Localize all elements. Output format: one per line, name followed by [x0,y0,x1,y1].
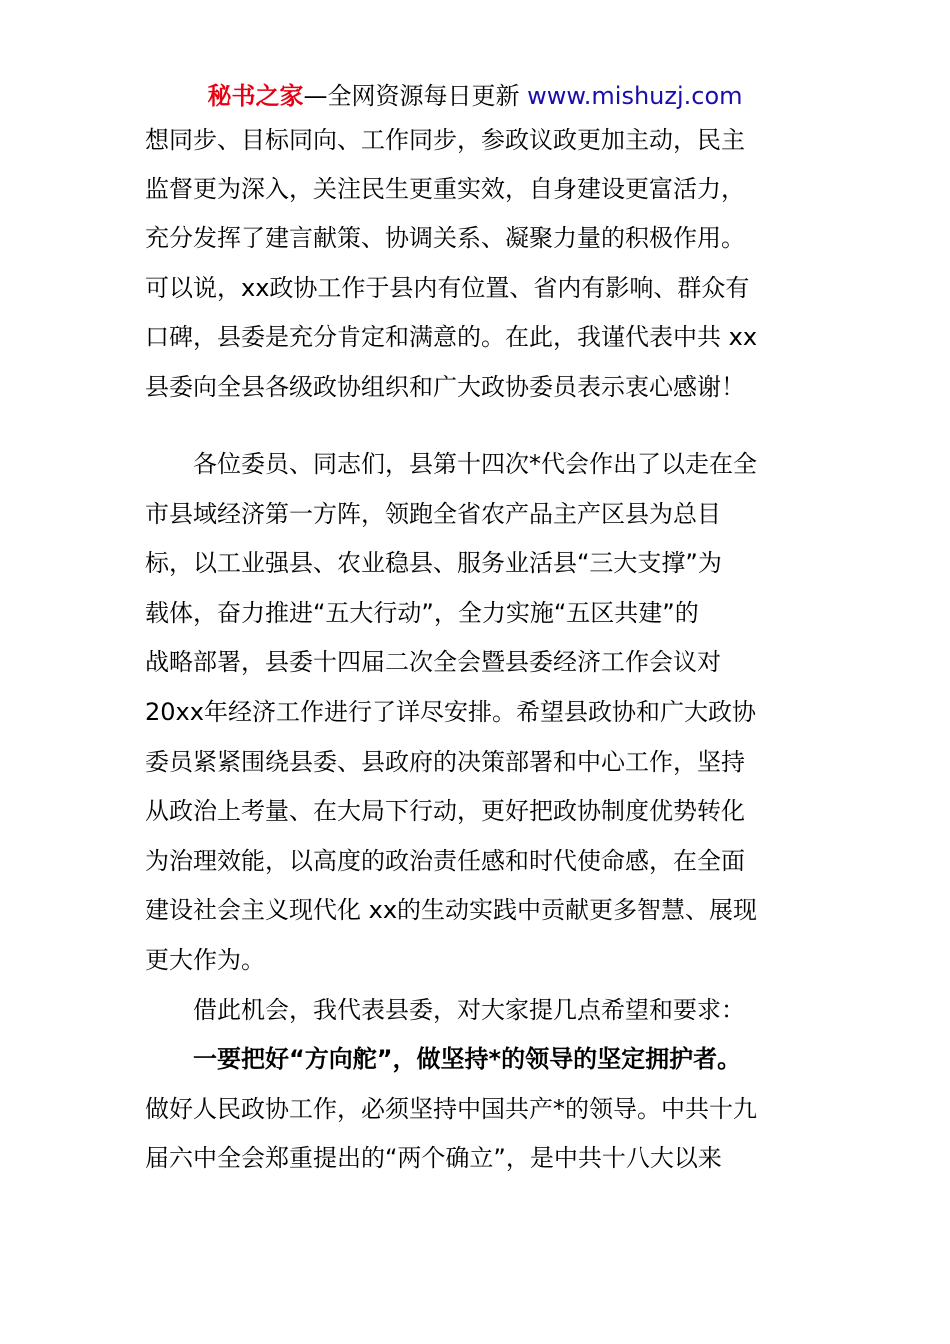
text-line: 充分发挥了建言献策、协调关系、凝聚力量的积极作用。 [145,224,745,252]
text-line: 建设社会主义现代化 xx的生动实践中贡献更多智慧、展现 [145,896,758,924]
text-line: 市县域经济第一方阵，领跑全省农产品主产区县为总目 [145,500,721,528]
brand-name: 秘书之家 [207,82,304,110]
text-line: 想同步、目标同向、工作同步，参政议政更加主动，民主 [145,126,745,154]
text-line: 各位委员、同志们，县第十四次*代会作出了以走在全 [193,450,757,478]
text-line: 口碑，县委是充分肯定和满意的。在此，我谨代表中共 xx [145,323,758,351]
text-line: 借此机会，我代表县委，对大家提几点希望和要求： [193,996,745,1024]
document-header [0,80,950,112]
bold-heading-line: 一要把好“方向舵”，做坚持*的领导的坚定拥护者。 [193,1045,742,1073]
website-url[interactable]: www.mishuzj.com [527,82,743,110]
text-line: 更大作为。 [145,946,265,974]
text-line: 可以说，xx政协工作于县内有位置、省内有影响、群众有 [145,274,750,302]
text-line: 从政治上考量、在大局下行动，更好把政协制度优势转化 [145,797,745,825]
text-line: 县委向全县各级政协组织和广大政协委员表示衷心感谢！ [145,373,745,401]
text-line: 监督更为深入，关注民生更重实效，自身建设更富活力， [145,175,745,203]
text-line: 届六中全会郑重提出的“两个确立”，是中共十八大以来 [145,1144,722,1172]
text-line: 做好人民政协工作，必须坚持中国共产*的领导。中共十九 [145,1095,757,1123]
text-line: 载体，奋力推进“五大行动”，全力实施“五区共建”的 [145,599,699,627]
text-line: 战略部署，县委十四届二次全会暨县委经济工作会议对 [145,648,721,676]
text-line: 20xx年经济工作进行了详尽安排。希望县政协和广大政协 [145,698,756,726]
text-line: 委员紧紧围绕县委、县政府的决策部署和中心工作，坚持 [145,748,745,776]
header-tagline: —全网资源每日更新 [303,82,528,110]
text-line: 为治理效能，以高度的政治责任感和时代使命感，在全面 [145,847,745,875]
text-line: 标，以工业强县、农业稳县、服务业活县“三大支撑”为 [145,549,722,577]
